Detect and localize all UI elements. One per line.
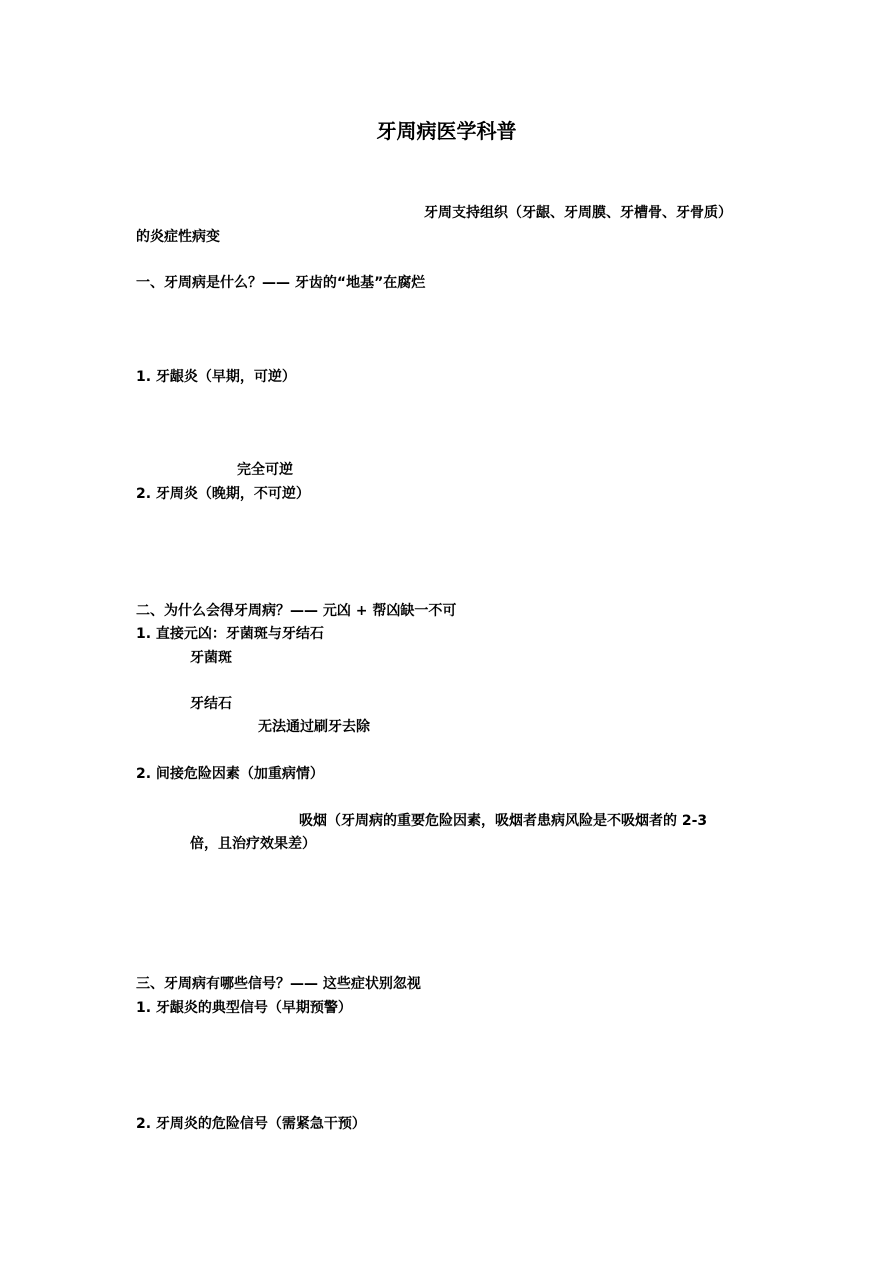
- section-2-heading: 二、为什么会得牙周病？—— 元凶 + 帮凶缺一不可: [136, 603, 457, 619]
- section-1-item-1: 1. 牙龈炎（早期，可逆）: [136, 369, 296, 385]
- intro-line-2: 的炎症性病变: [136, 229, 220, 245]
- calculus-note: 无法通过刷牙去除: [258, 719, 370, 735]
- sub-item-calculus: 牙结石: [190, 696, 232, 712]
- smoking-line-1: 吸烟（牙周病的重要危险因素，吸烟者患病风险是不吸烟者的 2-3: [299, 813, 708, 829]
- document-title: 牙周病医学科普: [376, 119, 517, 143]
- intro-line-1: 牙周支持组织（牙龈、牙周膜、牙槽骨、牙骨质）: [424, 205, 732, 221]
- smoking-line-2: 倍，且治疗效果差）: [190, 836, 316, 852]
- sub-item-plaque: 牙菌斑: [190, 650, 232, 666]
- section-3-heading: 三、牙周病有哪些信号？—— 这些症状别忽视: [136, 976, 421, 992]
- section-1-item-1-note: 完全可逆: [237, 462, 293, 478]
- section-1-item-2: 2. 牙周炎（晚期，不可逆）: [136, 486, 310, 502]
- section-2-item-1: 1. 直接元凶：牙菌斑与牙结石: [136, 626, 324, 642]
- section-1-heading: 一、牙周病是什么？—— 牙齿的“地基”在腐烂: [136, 275, 426, 291]
- section-3-item-1: 1. 牙龈炎的典型信号（早期预警）: [136, 1000, 352, 1016]
- section-3-item-2: 2. 牙周炎的危险信号（需紧急干预）: [136, 1116, 366, 1132]
- section-2-item-2: 2. 间接危险因素（加重病情）: [136, 766, 324, 782]
